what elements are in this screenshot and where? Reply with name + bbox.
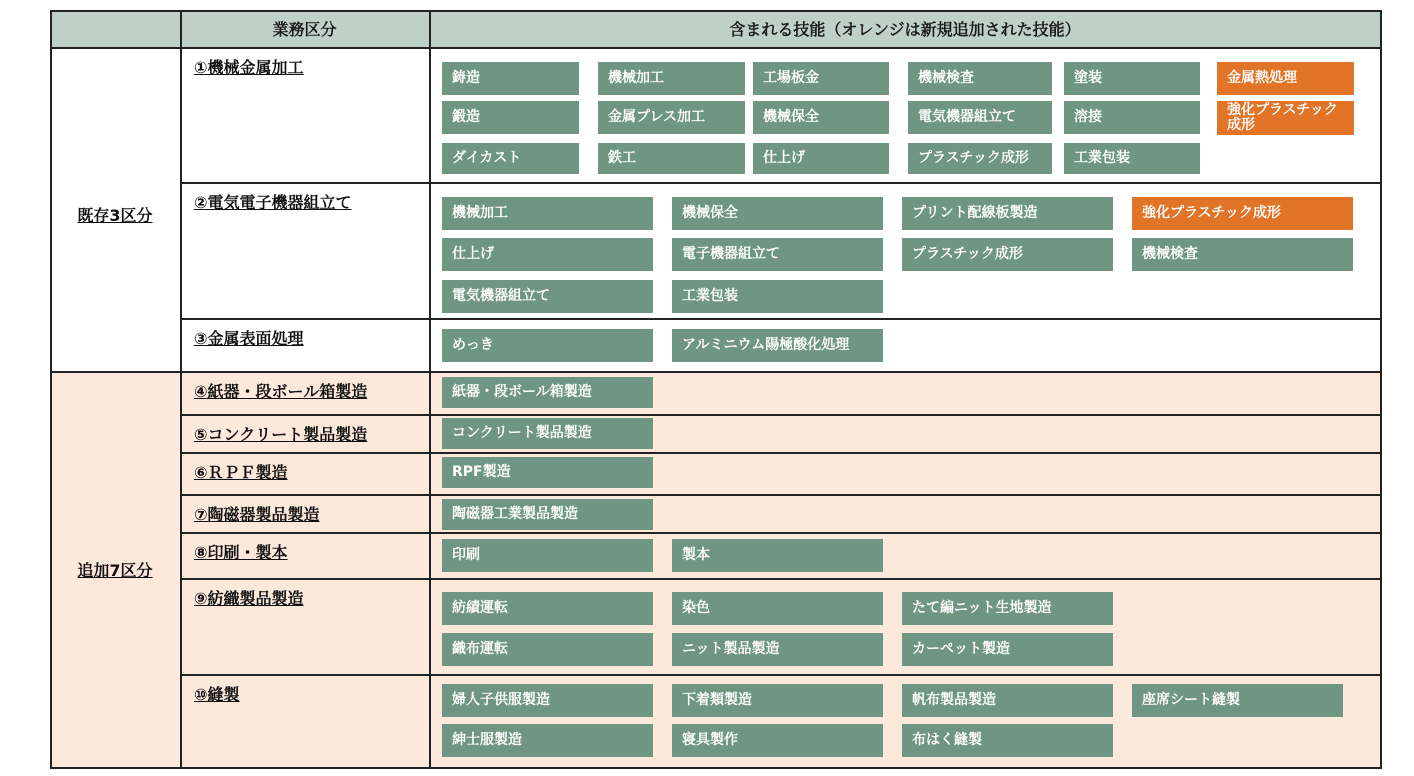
skill-chip: 仕上げ (442, 238, 653, 271)
category-label: ①機械金属加工 (194, 58, 304, 77)
skill-chip: 機械検査 (908, 62, 1052, 95)
skill-chip: 陶磁器工業製品製造 (442, 499, 653, 530)
skill-chip: 鍛造 (442, 101, 579, 134)
skill-chip: たて編ニット生地製造 (902, 592, 1113, 625)
skill-chip: ニット製品製造 (672, 633, 883, 666)
skill-chip: コンクリート製品製造 (442, 418, 653, 449)
category-label: ②電気電子機器組立て (194, 193, 352, 212)
skill-chip: 鉄工 (598, 143, 745, 174)
skill-chip: 工場板金 (753, 62, 889, 95)
grid-line (1380, 10, 1382, 769)
skill-chip: 仕上げ (753, 143, 889, 174)
skill-chip: プリント配線板製造 (902, 197, 1113, 230)
skill-chip: 機械検査 (1132, 238, 1353, 271)
category-label: ⑤コンクリート製品製造 (194, 425, 368, 444)
skill-chip: 機械加工 (442, 197, 653, 230)
grid-line (50, 47, 1381, 49)
skill-chip: 布はく縫製 (902, 724, 1113, 757)
skill-chip: 鋳造 (442, 62, 579, 95)
skill-chip: 座席シート縫製 (1132, 684, 1343, 717)
header-corner (50, 10, 180, 47)
grid-line (50, 371, 1381, 373)
skill-chip: 電気機器組立て (908, 101, 1052, 134)
skill-chip: 製本 (672, 539, 883, 572)
skill-chip: 織布運転 (442, 633, 653, 666)
skill-chip: RPF製造 (442, 457, 653, 488)
grid-line (180, 10, 182, 769)
skill-chip: プラスチック成形 (902, 238, 1113, 271)
skill-chip: 機械保全 (672, 197, 883, 230)
grid-line (50, 767, 1381, 769)
skill-chip: 電気機器組立て (442, 280, 653, 313)
header-business: 業務区分 (180, 10, 429, 47)
skill-chip: カーペット製造 (902, 633, 1113, 666)
group-label: 追加7区分 (77, 560, 153, 580)
skill-chip: 機械保全 (753, 101, 889, 134)
skill-chip: めっき (442, 329, 653, 362)
grid-line (50, 10, 52, 769)
skill-chip: 紡績運転 (442, 592, 653, 625)
grid-line (180, 318, 1381, 320)
skill-chip: ダイカスト (442, 143, 579, 174)
category-label: ⑧印刷・製本 (194, 543, 288, 562)
group-label: 既存3区分 (77, 205, 153, 225)
skill-chip: 下着類製造 (672, 684, 883, 717)
skill-chip: 工業包装 (1064, 143, 1200, 174)
skill-chip: 電子機器組立て (672, 238, 883, 271)
skill-chip: プラスチック成形 (908, 143, 1052, 174)
grid-line (180, 674, 1381, 676)
skill-chip: 帆布製品製造 (902, 684, 1113, 717)
grid-line (180, 452, 1381, 454)
grid-line (180, 414, 1381, 416)
category-label: ⑨紡織製品製造 (194, 589, 304, 608)
skill-chip: 染色 (672, 592, 883, 625)
skill-chip: 溶接 (1064, 101, 1200, 134)
skill-chip-new: 強化プラスチック成形 (1217, 101, 1354, 135)
grid-line (180, 532, 1381, 534)
skill-chip: 塗装 (1064, 62, 1200, 95)
skill-chip: アルミニウム陽極酸化処理 (672, 329, 883, 362)
skill-chip-new: 金属熱処理 (1217, 62, 1354, 95)
category-label: ③金属表面処理 (194, 329, 304, 348)
grid-line (180, 182, 1381, 184)
skill-chip: 紳士服製造 (442, 724, 653, 757)
grid-line (50, 10, 1381, 12)
category-label: ⑩縫製 (194, 685, 240, 704)
category-label: ④紙器・段ボール箱製造 (194, 382, 368, 401)
grid-line (180, 578, 1381, 580)
skill-chip: 機械加工 (598, 62, 745, 95)
skill-chip: 印刷 (442, 539, 653, 572)
skill-chip: 婦人子供服製造 (442, 684, 653, 717)
skill-chip: 寝具製作 (672, 724, 883, 757)
grid-line (429, 10, 431, 769)
skill-chip: 金属プレス加工 (598, 101, 745, 134)
category-label: ⑥ＲＰＦ製造 (194, 463, 288, 482)
skill-chip: 紙器・段ボール箱製造 (442, 377, 653, 408)
skill-chip-new: 強化プラスチック成形 (1132, 197, 1353, 230)
skill-chip: 工業包装 (672, 280, 883, 313)
grid-line (180, 494, 1381, 496)
category-label: ⑦陶磁器製品製造 (194, 505, 320, 524)
header-skills: 含まれる技能（オレンジは新規追加された技能） (429, 10, 1381, 47)
